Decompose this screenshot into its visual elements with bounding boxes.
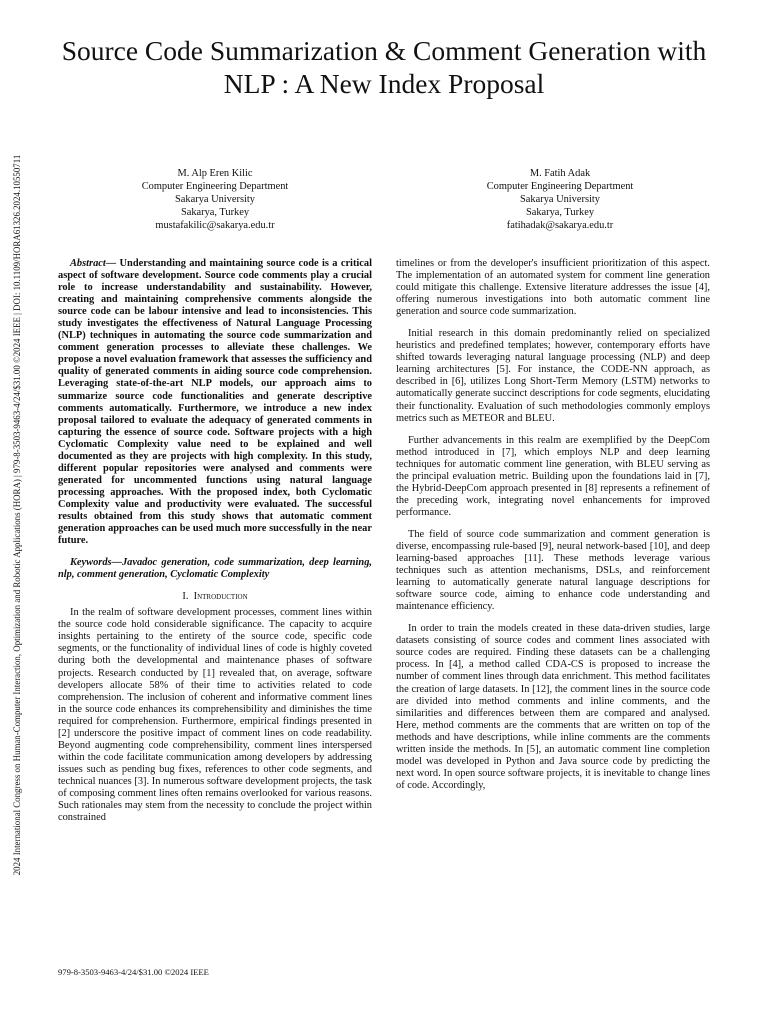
author-name: M. Fatih Adak: [529, 168, 591, 179]
author-block-1: [105, 167, 325, 232]
keywords: Keywords—Javadoc generation, code summarization, deep learning, nlp, comment generation, Cyclomatic Complexity: [58, 557, 372, 581]
body-paragraph: Initial research in this domain predominantly relied on specialized heuristics and predefined templates; however, contemporary efforts have shifted towards leveraging natural language processing (NLP) and deep learning architectures [5]. For instance, the CODE-NN approach, as described in [6], utilizes Long Short-Term Memory (LSTM) networks to automatically generate succinct descriptions for code segments, elucidating their functionality. Evaluation of such methodologies commonly employs metrics such as METEOR and BLEU.: [396, 328, 710, 424]
paper-title: Source Code Summarization & Comment Generation with NLP : A New Index Proposal: [61, 35, 707, 99]
abstract-text: Understanding and maintaining source code is a critical aspect of software development. Source code comments play a crucial role to increase understandability and sustainability. However, creating and maintaining comprehensive comments alongside the source code can be labour intensive and lead to inconsistencies. This study investigates the effectiveness of Natural Language Processing (NLP) techniques in automating the source code summarization and comment generation processes to alleviate these challenges. We propose a novel evaluation framework that assesses the sufficiency and quality of generated comments in aiding source code comprehension. Leveraging state-of-the-art NLP models, our approach aims to summarize source code functionalities and generate descriptive comments automatically. Furthermore, we introduce a new index proposal tailored to evaluate the adequacy of generated comments in capturing the essence of source code. Software projects with a high Cyclomatic Complexity value need to be explained and well documented as they are projects with high complexity. In this study, different popular repositories were analysed and comments were generated for uncommented functions using natural language processing approaches. With the proposed index, both Cyclomatic Complexity value and productivity were evaluated. The successful results obtained from this study shows that automatic comment generation approaches can be used much more successfully in the near future.: [58, 258, 372, 547]
author-email: fatihadak@sakarya.edu.tr: [506, 220, 614, 231]
section-number: I.: [182, 591, 189, 603]
body-paragraph: In order to train the models created in these data-driven studies, large datasets consisting of source codes and comment lines associated with source codes are required. Finding these datasets can be a challenging process. In [4], a method called CDA-CS is proposed to increase the number of comment lines through data enrichment. This method facilitates the creation of large datasets. In [12], the comment lines in the source code are divided into method comments and inline comments, and the similarities and differences between them are compared and analysed. Here, method comments are the comments that are written on top of the methods and have descriptions, while inline comments are the comments written inside the methods. In [5], an automatic comment line completion model was developed in Python and Java source code by predicting the next word. In open source software projects, it is inevitable to change lines of code. Accordingly,: [396, 623, 710, 791]
section-title: Introduction: [193, 591, 248, 603]
left-column: [58, 258, 372, 834]
author-location: Sakarya, Turkey: [180, 207, 250, 218]
right-column: [396, 258, 710, 802]
page-footer: 979-8-3503-9463-4/24/$31.00 ©2024 IEEE: [58, 967, 209, 977]
author-name: M. Alp Eren Kilic: [177, 168, 253, 179]
author-email: mustafakilic@sakarya.edu.tr: [155, 220, 275, 231]
abstract-label: Abstract—: [70, 258, 117, 269]
author-university: Sakarya University: [175, 194, 255, 205]
author-department: Computer Engineering Department: [141, 181, 289, 192]
author-location: Sakarya, Turkey: [525, 207, 595, 218]
body-paragraph: Further advancements in this realm are exemplified by the DeepCom method introduced in [7], which employs NLP and deep learning techniques for automatic comment line generation, with BLEU serving as the principal evaluation metric. Building upon the foundations laid in [7], the Hybrid-DeepCom approach presented in [8] represents a refinement of the preceding work, integrating novel enhancements for improved performance.: [396, 434, 710, 518]
body-paragraph: timelines or from the developer's insufficient prioritization of this aspect. The implementation of an automated system for comment line generation could mitigate this challenge. Extensive literature addresses the issue [4], offering numerous investigations into both automatic comment line generation and source code summarization.: [396, 258, 710, 318]
section-heading: [58, 591, 372, 603]
intro-paragraph: In the realm of software development processes, comment lines within the source code hold considerable significance. The capacity to acquire insights pertaining to the entirety of the source code, specific code segments, or the functionality of individual lines of code is highly coveted during both the developmental and maintenance phases of software projects. Research conducted by [1] revealed that, on average, software developers allocate 58% of their time to activities related to code comprehension. The inclusion of coherent and informative comment lines in the source code enhances its comprehensibility and diminishes the time required for comprehension. Furthermore, empirical findings presented in [2] underscore the positive impact of comment lines on code readability. Beyond augmenting code comprehensibility, comment lines interspersed within the code facilitate communication among developers by addressing issues such as pending bug fixes, references to other code segments, and technical nuances [3]. In numerous software development projects, the task of composing comment lines often remains overlooked for various reasons. Such rationales may stem from the necessity to conclude the project within constrained: [58, 607, 372, 824]
author-university: Sakarya University: [520, 194, 600, 205]
body-paragraph: The field of source code summarization and comment generation is diverse, encompassing rule-based [9], neural network-based [10], and deep learning-based approaches [11]. These methods leverage various techniques such as attention mechanisms, DSLs, and reinforcement learning to automatically generate natural language descriptions for software source code, aiming to enhance code understanding and maintenance efficiency.: [396, 528, 710, 613]
doi-sidebar: [6, 118, 28, 913]
sidebar-citation: 2024 International Congress on Human-Computer Interaction, Optimization and Robotic Applications (HORA) | 979-8-3503-9463-4/24/$31.00 ©2024 IEEE | DOI: 10.1109/HORA61326.2024.10550711: [12, 154, 22, 876]
author-block-2: [450, 167, 670, 232]
abstract: [58, 258, 372, 547]
author-department: Computer Engineering Department: [486, 181, 634, 192]
